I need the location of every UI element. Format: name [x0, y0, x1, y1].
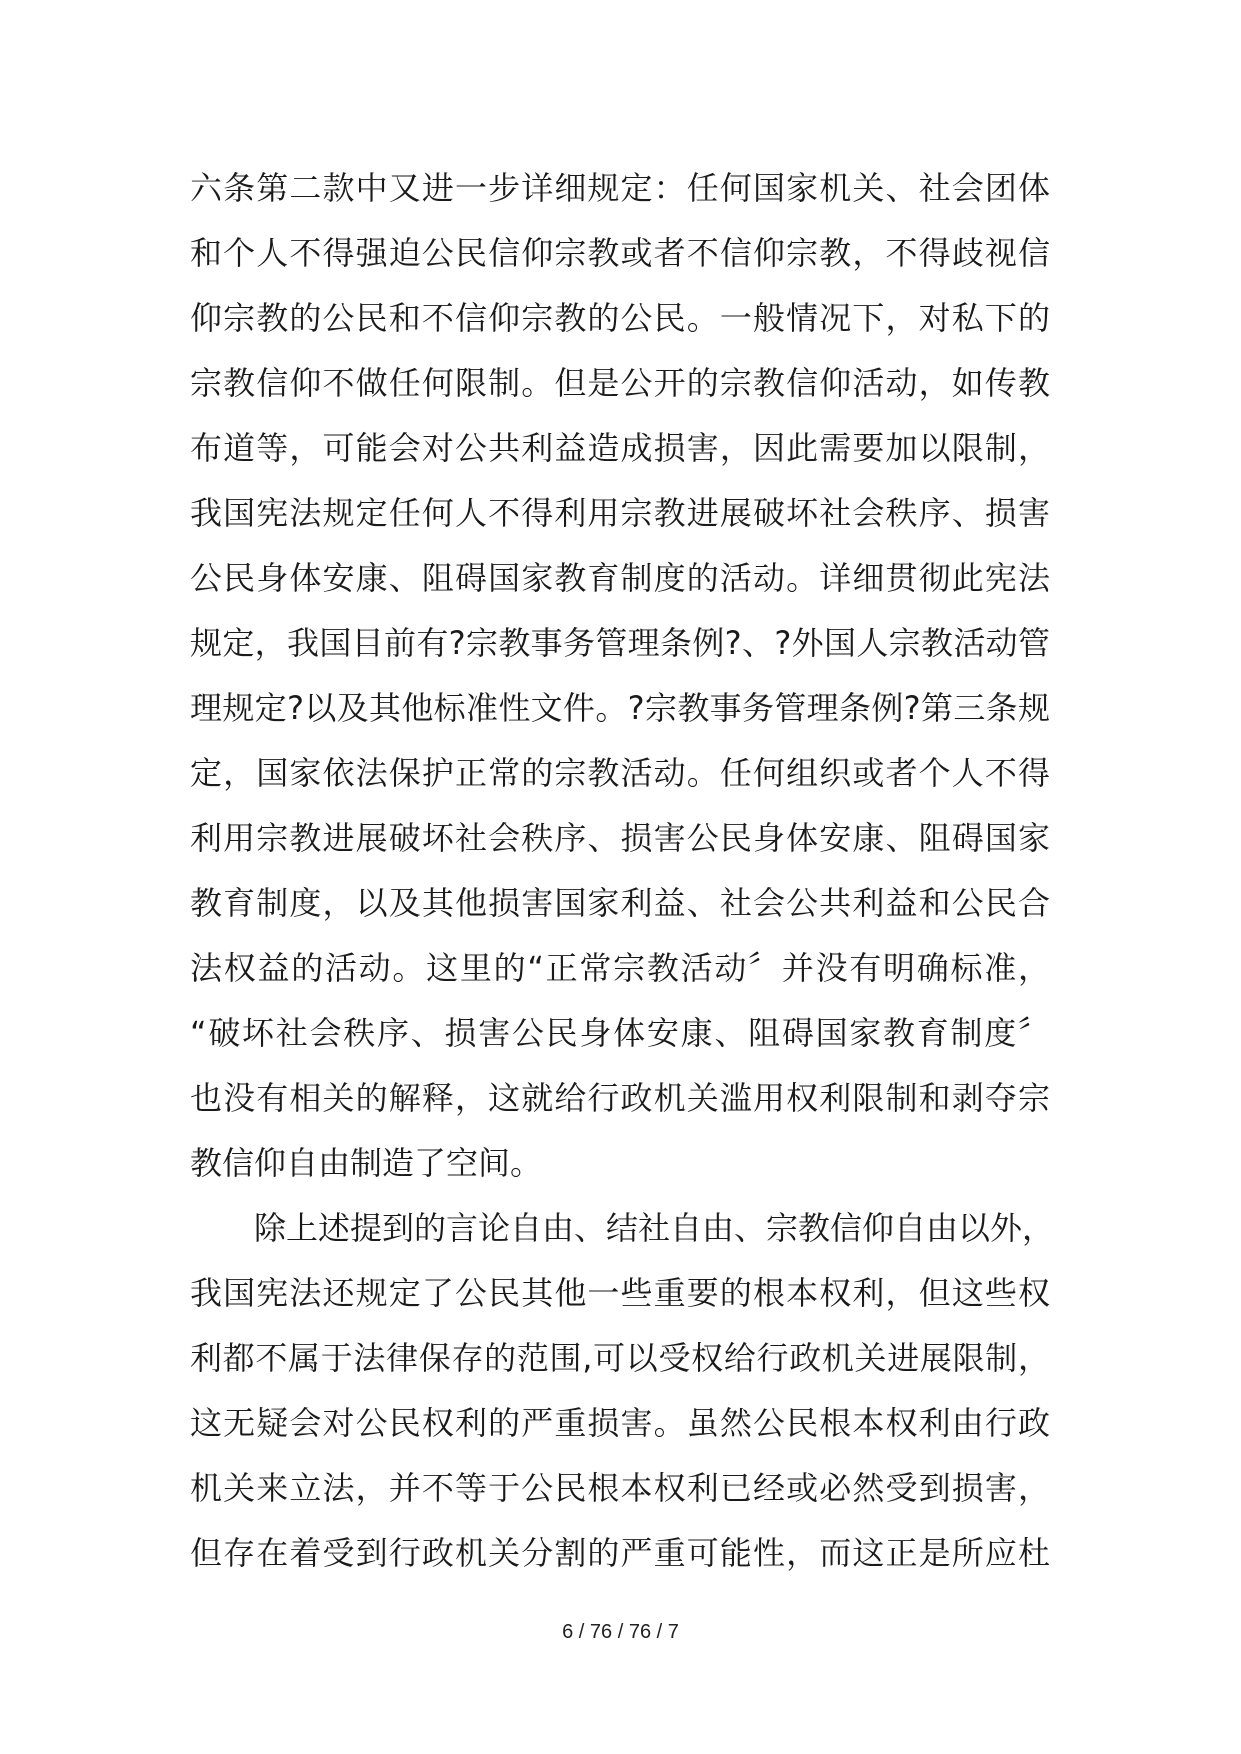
- paragraph-2: [190, 1196, 1055, 1586]
- text-line: 公民身体安康、阻碍国家教育制度的活动。详细贯彻此宪法: [190, 559, 1050, 597]
- text-line: 我国宪法还规定了公民其他一些重要的根本权利，但这些权: [190, 1274, 1050, 1312]
- text-line: 布道等，可能会对公共利益造成损害，因此需要加以限制，: [190, 429, 1050, 467]
- paragraph-1: [190, 156, 1050, 1196]
- text-line: 仰宗教的公民和不信仰宗教的公民。一般情况下，对私下的: [190, 299, 1050, 337]
- text-line: 教育制度，以及其他损害国家利益、社会公共利益和公民合: [190, 884, 1050, 922]
- text-line: 但存在着受到行政机关分割的严重可能性，而这正是所应杜: [190, 1534, 1050, 1572]
- text-line: 定，国家依法保护正常的宗教活动。任何组织或者个人不得: [190, 754, 1050, 792]
- text-line: “破坏社会秩序、损害公民身体安康、阻碍国家教育制度〞: [190, 1014, 1050, 1052]
- text-line: 宗教信仰不做任何限制。但是公开的宗教信仰活动，如传教: [190, 364, 1050, 402]
- text-line: 教信仰自由制造了空间。: [190, 1144, 543, 1182]
- text-line: 利用宗教进展破坏社会秩序、损害公民身体安康、阻碍国家: [190, 819, 1050, 857]
- text-line: 我国宪法规定任何人不得利用宗教进展破坏社会秩序、损害: [190, 494, 1050, 532]
- text-line: 法权益的活动。这里的“正常宗教活动〞并没有明确标准，: [190, 949, 1050, 987]
- document-body: [190, 156, 1055, 1586]
- text-line: 也没有相关的解释，这就给行政机关滥用权利限制和剥夺宗: [190, 1079, 1050, 1117]
- text-line: 机关来立法，并不等于公民根本权利已经或必然受到损害，: [190, 1469, 1050, 1507]
- text-line: 利都不属于法律保存的范围,可以受权给行政机关进展限制，: [190, 1339, 1050, 1377]
- text-line: 和个人不得强迫公民信仰宗教或者不信仰宗教，不得歧视信: [190, 234, 1050, 272]
- text-line: 规定，我国目前有?宗教事务管理条例?、?外国人宗教活动管: [190, 624, 1050, 662]
- text-line: 理规定?以及其他标准性文件。?宗教事务管理条例?第三条规: [190, 689, 1050, 727]
- page-number: 6 / 76 / 76 / 7: [562, 1621, 679, 1643]
- text-line: 六条第二款中又进一步详细规定：任何国家机关、社会团体: [190, 169, 1050, 207]
- text-line: 这无疑会对公民权利的严重损害。虽然公民根本权利由行政: [190, 1404, 1050, 1442]
- text-line: 除上述提到的言论自由、结社自由、宗教信仰自由以外，: [254, 1209, 1055, 1247]
